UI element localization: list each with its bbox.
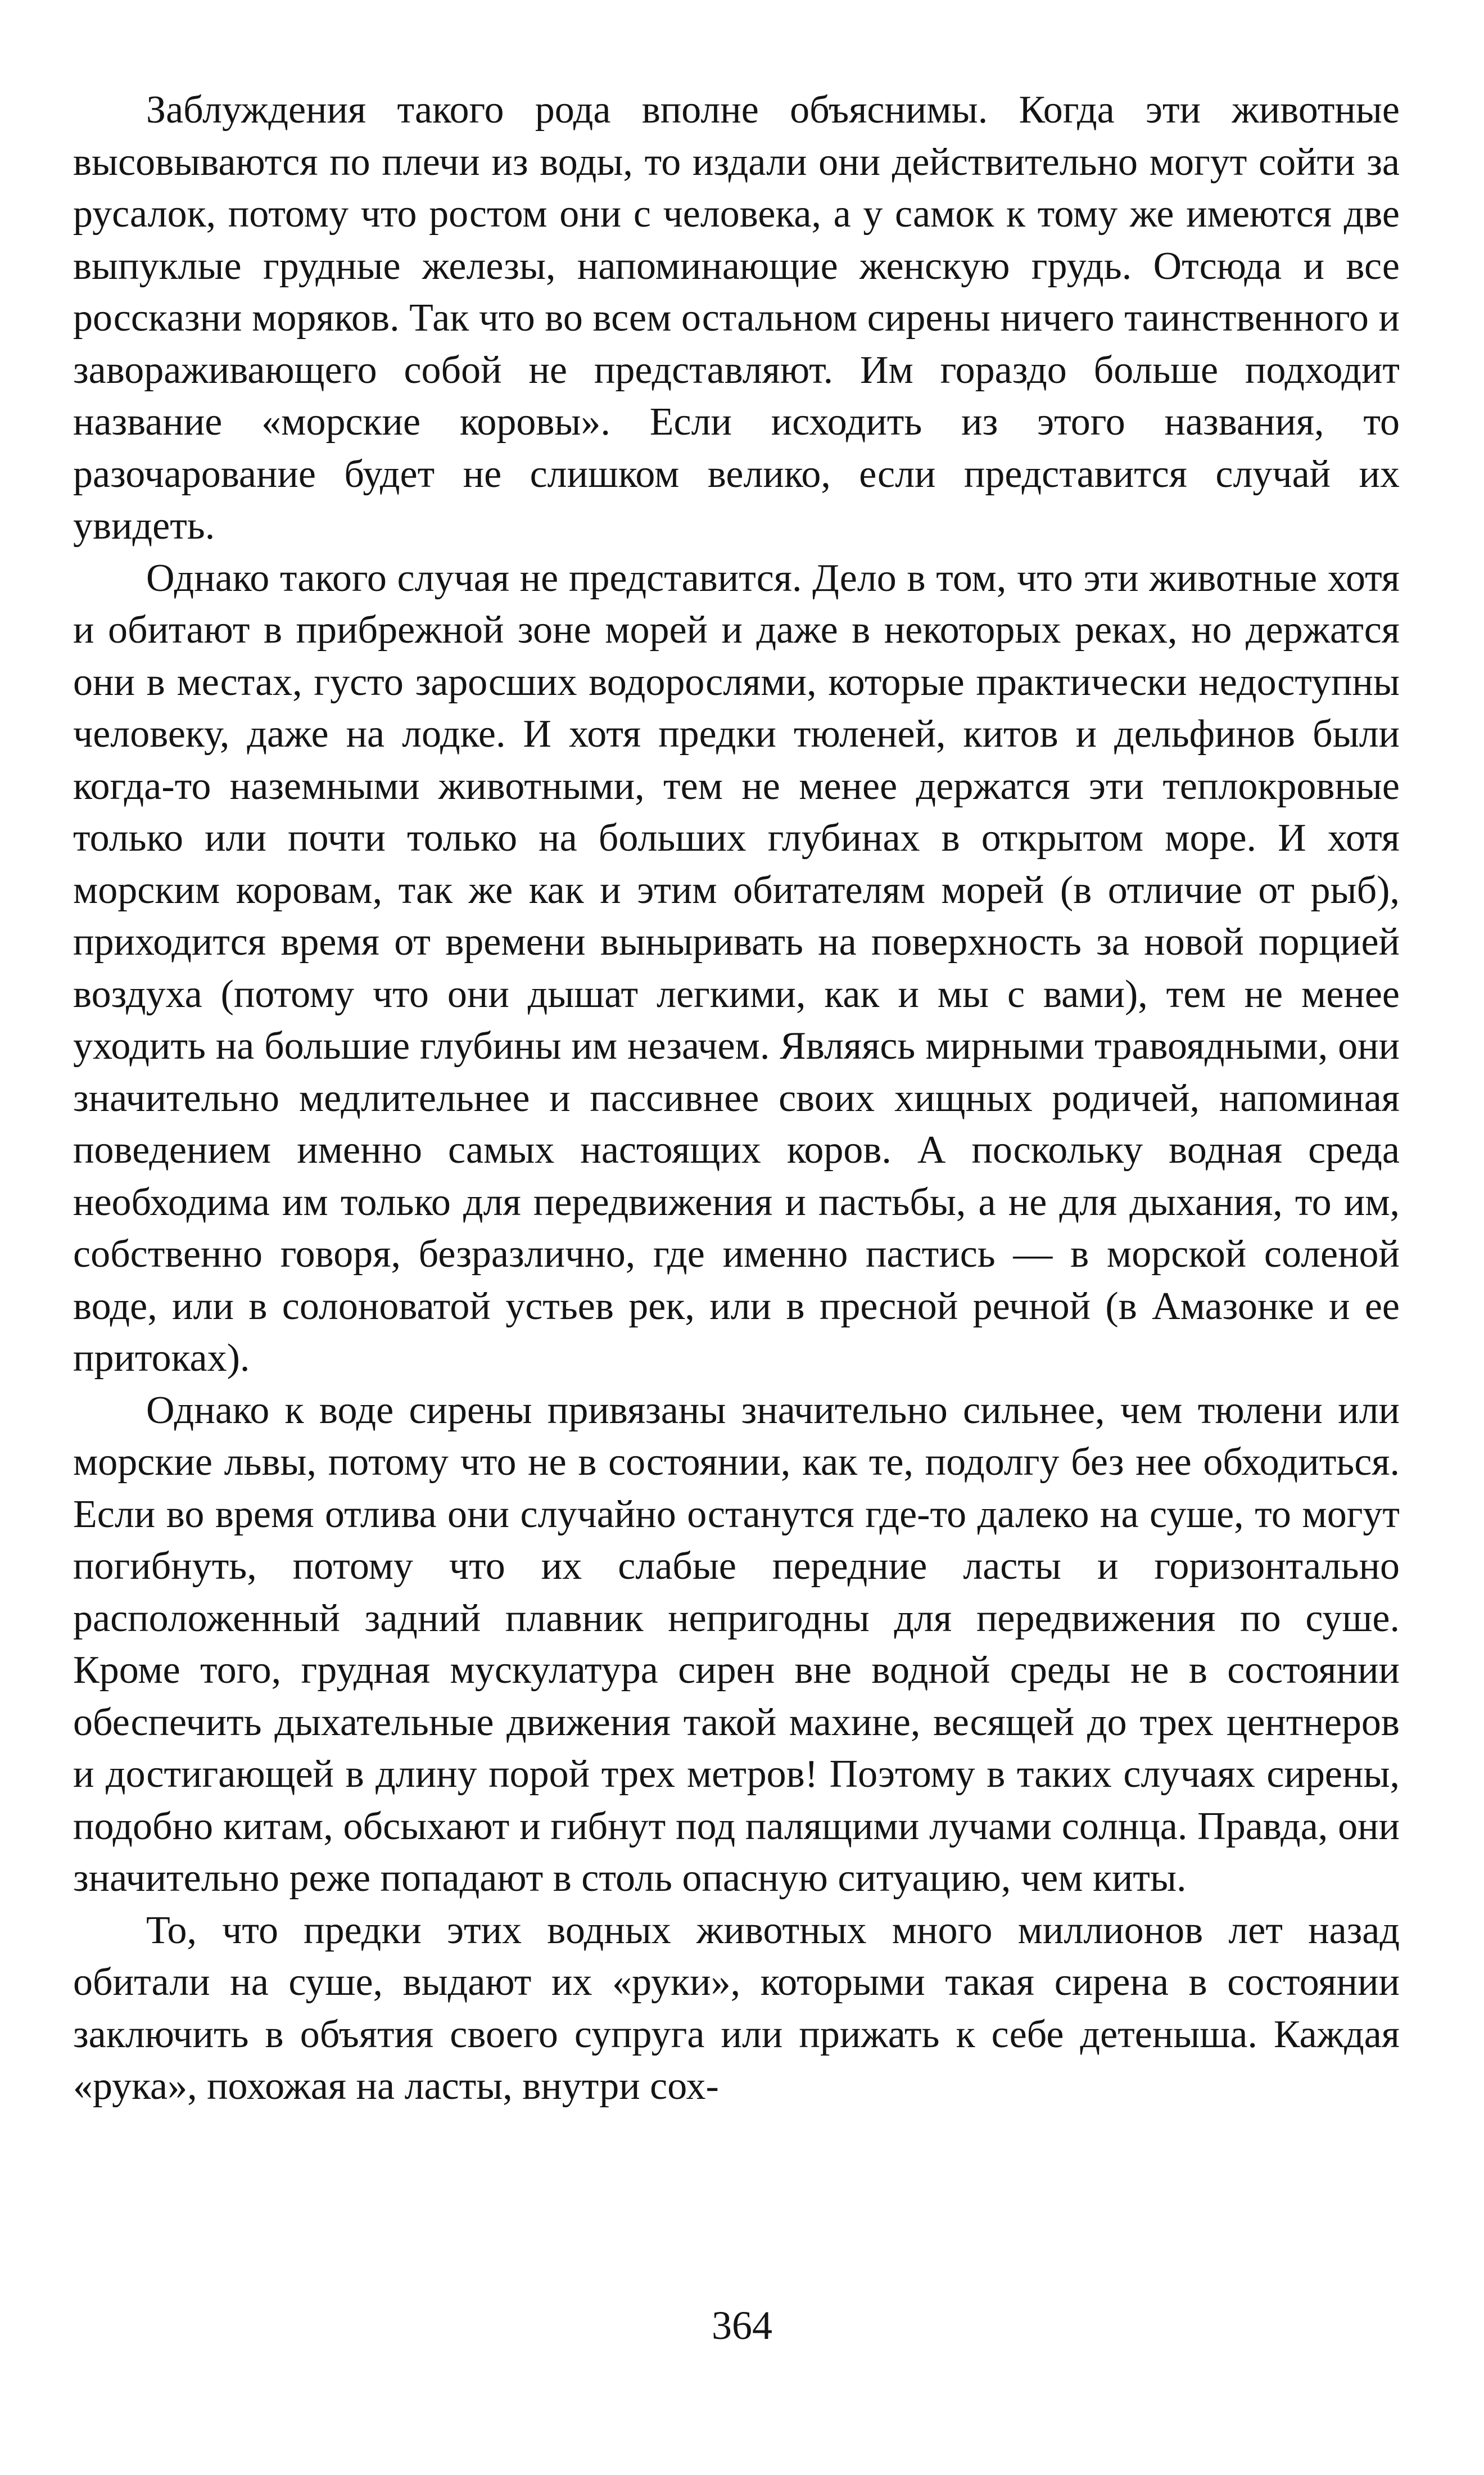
paragraph-3: Однако к воде сирены привязаны значительно сильнее, чем тюлени или морские львы, потому что не в состоянии, как те, подолгу без нее обходиться. Если во время отлива они случайно останутся где-то далеко на суше, то могут погибнуть, потому что их слабые передние ласты и горизонтально расположенный задний плавник непригодны для передвижения по суше. Кроме того, грудная мускулатура сирен вне водной среды не в состоянии обеспечить дыхательные движения такой махине, весящей до трех центнеров и достигающей в длину порой трех метров! Поэтому в таких случаях сирены, подобно китам, обсыхают и гибнут под палящими лучами солнца. Правда, они значительно реже попадают в столь опасную ситуацию, чем киты. [73,1388,1400,1900]
paragraph-4: То, что предки этих водных животных много миллионов лет назад обитали на суше, выдают их «руки», которыми такая сирена в состоянии заключить в объятия своего супруга или прижать к себе детеныша. Каждая «рука», похожая на ласты, внутри сох- [73,1908,1400,2108]
paragraph-1: Заблуждения такого рода вполне объяснимы. Когда эти животные высовываются по плечи из воды, то издали они действительно могут сойти за русалок, потому что ростом они с человека, а у самок к тому же имеются две выпуклые грудные железы, напоминающие женскую грудь. Отсюда и все россказни моряков. Так что во всем остальном сирены ничего таинственного и завораживающего собой не представляют. Им гораздо больше подходит название «морские коровы». Если исходить из этого названия, то разочарование будет не слишком велико, если представится случай их увидеть. [73,88,1400,548]
body-text [73,84,1400,2113]
page-number: 364 [712,2303,772,2348]
paragraph-2: Однако такого случая не представится. Дело в том, что эти животные хотя и обитают в прибрежной зоне морей и даже в некоторых реках, но держатся они в местах, густо заросших водорослями, которые практически недоступны человеку, даже на лодке. И хотя предки тюленей, китов и дельфинов были когда-то наземными животными, тем не менее держатся эти теплокровные только или почти только на больших глубинах в открытом море. И хотя морским коровам, так же как и этим обитателям морей (в отличие от рыб), приходится время от времени выныривать на поверхность за новой порцией воздуха (потому что они дышат легкими, как и мы с вами), тем не менее уходить на большие глубины им незачем. Являясь мирными травоядными, они значительно медлительнее и пассивнее своих хищных родичей, напоминая поведением именно самых настоящих коров. А поскольку водная среда необходима им только для передвижения и пастьбы, а не для дыхания, то им, собственно говоря, безразлично, где именно пастись — в морской соленой воде, или в солоноватой устьев рек, или в пресной речной (в Амазонке и ее притоках). [73,556,1400,1380]
